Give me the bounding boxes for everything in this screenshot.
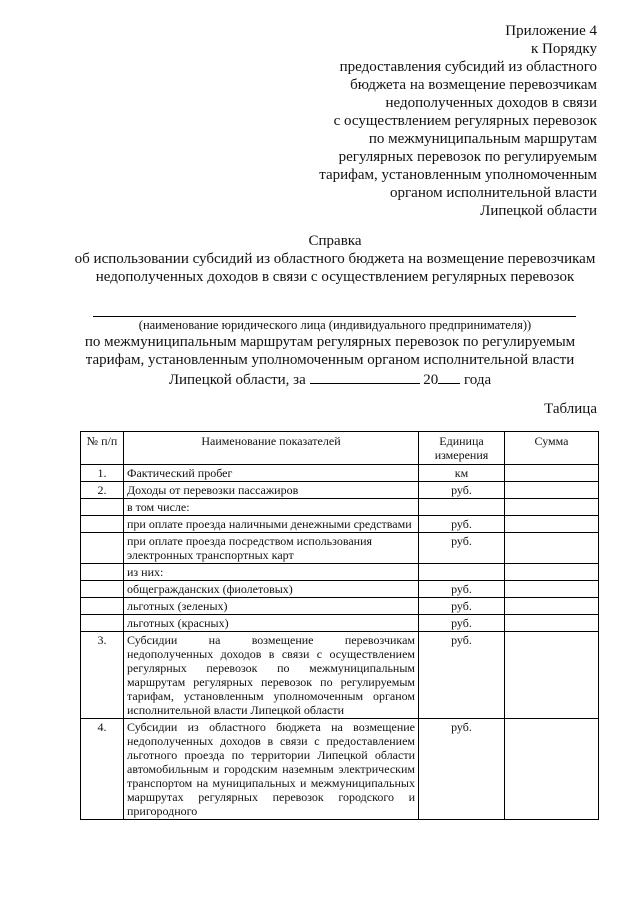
document-heading bbox=[60, 232, 610, 286]
row-sum bbox=[505, 465, 599, 482]
row-sum bbox=[505, 564, 599, 581]
appendix-line: недополученных доходов в связи bbox=[385, 95, 597, 111]
appendix-line: Приложение 4 bbox=[505, 23, 597, 39]
organization-name-line bbox=[93, 316, 576, 317]
table-header-row bbox=[81, 432, 599, 465]
row-sum bbox=[505, 516, 599, 533]
row-num bbox=[81, 564, 124, 581]
row-sum bbox=[505, 719, 599, 820]
row-name: Субсидии на возмещение перевозчикам недополученных доходов в связи с осуществлением регулярных перевозок по межмуниципальным маршрутам регулярных перевозок по регулируемым тарифам, установленным уполномоченным органом исполнительной власти Липецкой области bbox=[124, 632, 419, 719]
appendix-line: с осуществлением регулярных перевозок bbox=[333, 113, 597, 129]
appendix-line: бюджета на возмещение перевозчикам bbox=[350, 77, 597, 93]
row-unit bbox=[419, 564, 505, 581]
table-row bbox=[81, 499, 599, 516]
year-prefix: 20 bbox=[423, 372, 439, 388]
table-row bbox=[81, 632, 599, 719]
row-sum bbox=[505, 632, 599, 719]
row-sum bbox=[505, 482, 599, 499]
document-subtitle: об использовании субсидий из областного бюджета на возмещение перевозчикам недополученных доходов в связи с осуществлением регулярных перевозок bbox=[74, 251, 596, 285]
row-num: 4. bbox=[81, 719, 124, 820]
organization-name-caption: (наименование юридического лица (индивидуального предпринимателя)) bbox=[138, 318, 532, 332]
row-unit: руб. bbox=[419, 533, 505, 564]
header-name: Наименование показателей bbox=[124, 432, 419, 465]
period-blank bbox=[310, 369, 420, 384]
appendix-line: органом исполнительной власти bbox=[390, 185, 597, 201]
row-unit: руб. bbox=[419, 632, 505, 719]
row-num bbox=[81, 581, 124, 598]
row-sum bbox=[505, 615, 599, 632]
row-unit: руб. bbox=[419, 482, 505, 499]
row-num bbox=[81, 598, 124, 615]
appendix-line: по межмуниципальным маршрутам bbox=[368, 131, 597, 147]
row-sum bbox=[505, 598, 599, 615]
row-name: при оплате проезда посредством использования электронных транспортных карт bbox=[124, 533, 419, 564]
row-sum bbox=[505, 499, 599, 516]
row-sum bbox=[505, 581, 599, 598]
row-name: Субсидии из областного бюджета на возмещение недополученных доходов в связи с предоставлением льготного проезда по территории Липецкой области автомобильным и городским наземным электрическим транспортом на муниципальных и межмуниципальных маршрутах регулярных перевозок городского и пригородного bbox=[124, 719, 419, 820]
row-num: 3. bbox=[81, 632, 124, 719]
row-unit: руб. bbox=[419, 598, 505, 615]
appendix-block bbox=[297, 22, 597, 220]
row-unit: руб. bbox=[419, 581, 505, 598]
row-name: из них: bbox=[124, 564, 419, 581]
row-name: Доходы от перевозки пассажиров bbox=[124, 482, 419, 499]
table-row bbox=[81, 516, 599, 533]
table-row bbox=[81, 598, 599, 615]
period-line-2: тарифам, установленным уполномоченным органом исполнительной власти bbox=[85, 352, 575, 368]
row-name: льготных (зеленых) bbox=[124, 598, 419, 615]
row-sum bbox=[505, 533, 599, 564]
row-unit: км bbox=[419, 465, 505, 482]
header-num: № п/п bbox=[81, 432, 124, 465]
report-table bbox=[80, 431, 599, 820]
appendix-line: Липецкой области bbox=[480, 203, 597, 219]
appendix-line: к Порядку bbox=[531, 41, 597, 57]
row-num bbox=[81, 533, 124, 564]
row-unit: руб. bbox=[419, 615, 505, 632]
header-sum: Сумма bbox=[505, 432, 599, 465]
table-row bbox=[81, 533, 599, 564]
row-name: общегражданских (фиолетовых) bbox=[124, 581, 419, 598]
year-suffix: года bbox=[464, 372, 492, 388]
row-unit bbox=[419, 499, 505, 516]
table-row bbox=[81, 581, 599, 598]
row-num bbox=[81, 499, 124, 516]
row-num bbox=[81, 615, 124, 632]
table-row bbox=[81, 719, 599, 820]
period-line-1: по межмуниципальным маршрутам регулярных перевозок по регулируемым bbox=[84, 334, 576, 350]
appendix-line: тарифам, установленным уполномоченным bbox=[319, 167, 597, 183]
row-unit: руб. bbox=[419, 719, 505, 820]
row-unit: руб. bbox=[419, 516, 505, 533]
row-num: 1. bbox=[81, 465, 124, 482]
table-label: Таблица bbox=[544, 401, 597, 417]
row-name: в том числе: bbox=[124, 499, 419, 516]
row-num bbox=[81, 516, 124, 533]
appendix-line: предоставления субсидий из областного bbox=[339, 59, 597, 75]
year-blank bbox=[438, 369, 460, 384]
appendix-line: регулярных перевозок по регулируемым bbox=[338, 149, 597, 165]
document-title: Справка bbox=[308, 233, 362, 249]
row-name: льготных (красных) bbox=[124, 615, 419, 632]
period-line-3 bbox=[30, 369, 630, 389]
row-num: 2. bbox=[81, 482, 124, 499]
header-unit: Единица измерения bbox=[419, 432, 505, 465]
row-name: при оплате проезда наличными денежными средствами bbox=[124, 516, 419, 533]
table-row bbox=[81, 465, 599, 482]
table-row bbox=[81, 564, 599, 581]
row-name: Фактический пробег bbox=[124, 465, 419, 482]
table-row bbox=[81, 482, 599, 499]
table-row bbox=[81, 615, 599, 632]
period-prefix: Липецкой области, за bbox=[168, 372, 306, 388]
period-block bbox=[30, 333, 630, 389]
